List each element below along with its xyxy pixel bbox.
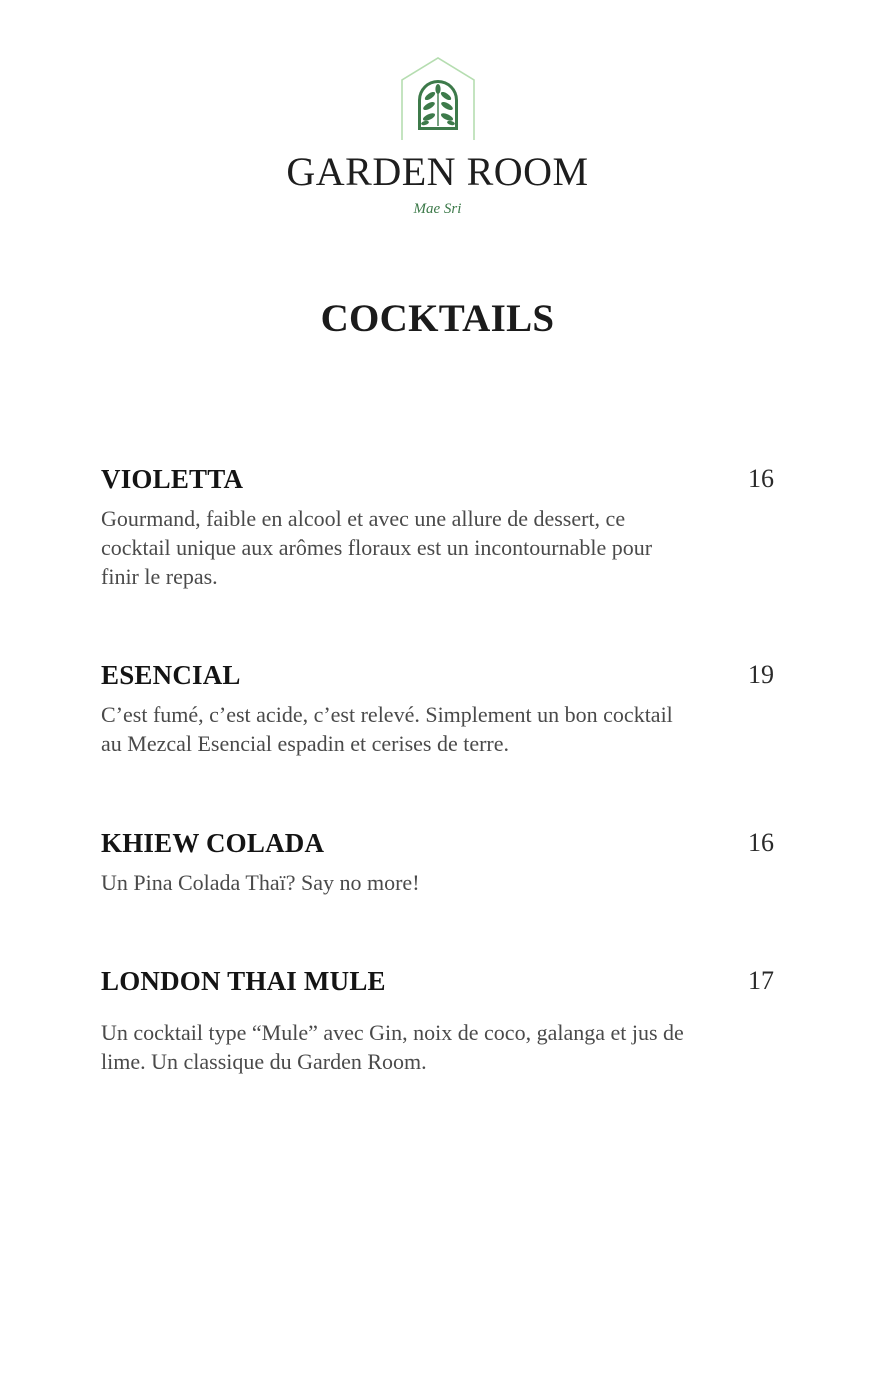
item-description: Gourmand, faible en alcool et avec une allure de dessert, ce cocktail unique aux arômes floraux est un incontournable pour finir le repas. bbox=[101, 506, 653, 589]
menu-item bbox=[101, 658, 774, 758]
item-price: 16 bbox=[748, 828, 774, 857]
menu-item bbox=[101, 462, 774, 591]
item-name: LONDON THAI MULE bbox=[101, 966, 386, 996]
menu-item bbox=[101, 964, 774, 1076]
item-price: 19 bbox=[748, 660, 774, 689]
item-description: Un Pina Colada Thaï? Say no more! bbox=[101, 870, 420, 895]
brand-name: GARDEN ROOM bbox=[286, 149, 589, 194]
item-description: C’est fumé, c’est acide, c’est relevé. Simplement un bon cocktail au Mezcal Esencial espadin et cerises de terre. bbox=[101, 702, 673, 756]
item-name: VIOLETTA bbox=[101, 464, 244, 494]
arched-leaf-window-icon bbox=[398, 56, 478, 142]
brand-logo bbox=[0, 56, 875, 218]
item-price: 16 bbox=[748, 464, 774, 493]
item-description: Un cocktail type “Mule” avec Gin, noix de coco, galanga et jus de lime. Un classique du Garden Room. bbox=[101, 1020, 684, 1074]
item-name: KHIEW COLADA bbox=[101, 828, 325, 858]
section-title: COCKTAILS bbox=[320, 297, 555, 340]
brand-subtitle: Mae Sri bbox=[413, 201, 462, 217]
menu-item bbox=[101, 826, 774, 897]
item-name: ESENCIAL bbox=[101, 660, 241, 690]
item-price: 17 bbox=[748, 966, 774, 995]
